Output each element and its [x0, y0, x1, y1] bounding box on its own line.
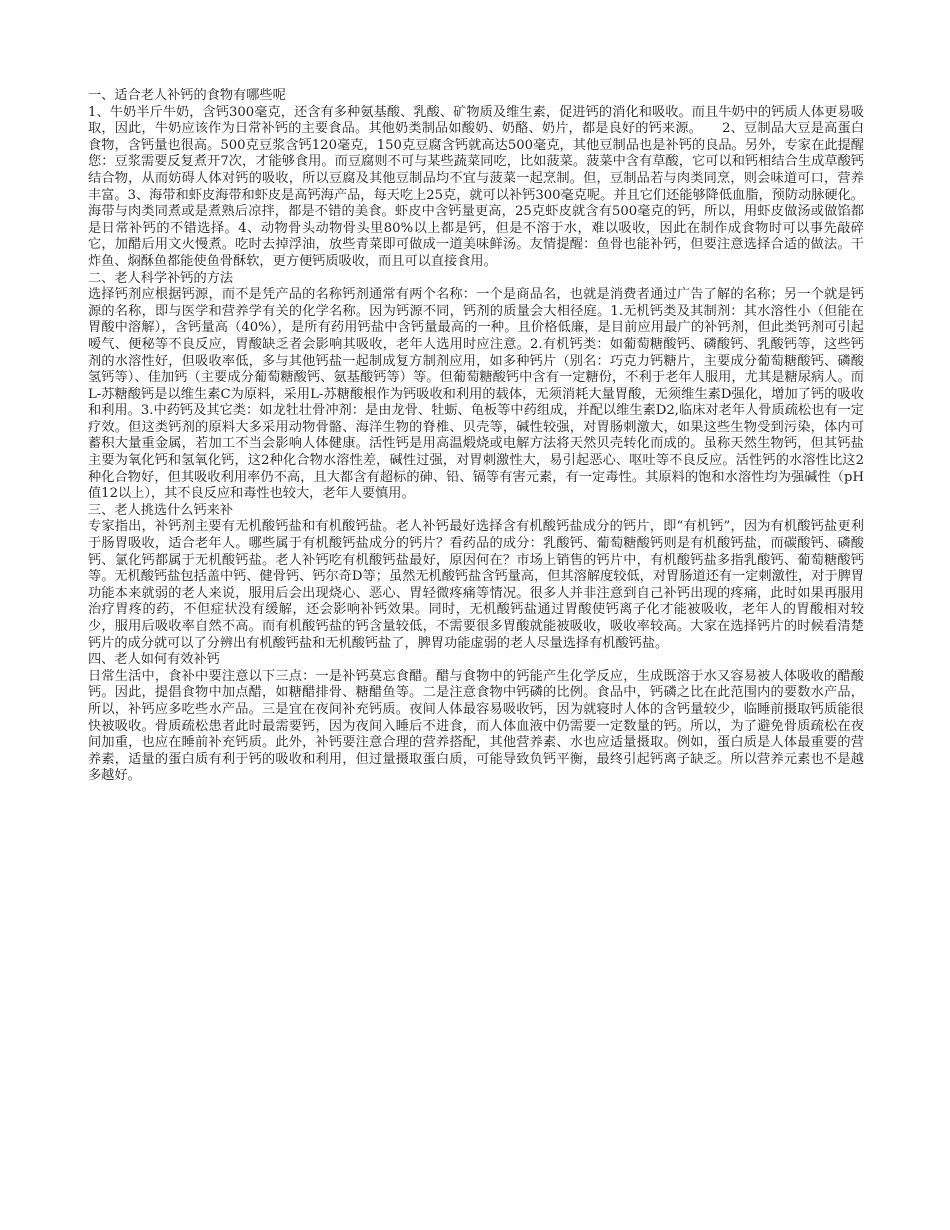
section-heading: 二、老人科学补钙的方法 — [88, 270, 234, 286]
section-calcium-choice — [88, 503, 864, 652]
section-paragraph: 日常生活中，食补中要注意以下三点：一是补钙莫忘食醋。醋与食物中的钙能产生化学反应，生成既溶于水又容易被人体吸收的醋酸钙。因此，提倡食物中加点醋，如糖醋排骨、糖醋鱼等。二是注意食物中钙磷的比例。食品中，钙磷之比在此范围内的要数水产品，所以，补钙应多吃些水产品。三是宜在夜间补充钙质。夜间人体最容易吸收钙，因为就寝时人体的含钙量较少，临睡前摄取钙质能很快被吸收。骨质疏松患者此时最需要钙，因为夜间入睡后不进食，而人体血液中仍需要一定数量的钙。所以，为了避免骨质疏松在夜间加重，也应在睡前补充钙质。此外，补钙要注意合理的营养搭配，其他营养素、水也应适量摄取。例如，蛋白质是人体最重要的营养素，适量的蛋白质有利于钙的吸收和利用，但过量摄取蛋白质，可能导致负钙平衡，最终引起钙离子缺乏。所以营养元素也不是越多越好。 — [88, 668, 864, 784]
section-effective-supplement — [88, 652, 864, 785]
section-paragraph: 1、牛奶半斤牛奶，含钙300毫克，还含有多种氨基酸、乳酸、矿物质及维生素，促进钙的消化和吸收。而且牛奶中的钙质人体更易吸取，因此，牛奶应该作为日常补钙的主要食品。其他奶类制品如酸奶、奶酪、奶片，都是良好的钙来源。 2、豆制品大豆是高蛋白食物，含钙量也很高。500克豆浆含钙120毫克，150克豆腐含钙就高达500毫克，其他豆制品也是补钙的良品。另外，专家在此提醒您：豆浆需要反复煮开7次，才能够食用。而豆腐则不可与某些蔬菜同吃，比如菠菜。菠菜中含有草酸，它可以和钙相结合生成草酸钙结合物，从而妨碍人体对钙的吸收，所以豆腐及其他豆制品均不宜与菠菜一起烹制。但，豆制品若与肉类同烹，则会味道可口，营养丰富。3、海带和虾皮海带和虾皮是高钙海产品，每天吃上25克，就可以补钙300毫克呢。并且它们还能够降低血脂，预防动脉硬化。海带与肉类同煮或是煮熟后凉拌，都是不错的美食。虾皮中含钙量更高，25克虾皮就含有500毫克的钙，所以，用虾皮做汤或做馅都是日常补钙的不错选择。4、动物骨头动物骨头里80%以上都是钙，但是不溶于水，难以吸收，因此在制作成食物时可以事先敲碎它，加醋后用文火慢煮。吃时去掉浮油，放些青菜即可做成一道美味鲜汤。友情提醒：鱼骨也能补钙，但要注意选择合适的做法。干炸鱼、焖酥鱼都能使鱼骨酥软，更方便钙质吸收，而且可以直接食用。 — [88, 104, 864, 269]
section-paragraph: 选择钙剂应根据钙源，而不是凭产品的名称钙剂通常有两个名称：一个是商品名，也就是消费者通过广告了解的名称；另一个就是钙源的名称，即与医学和营养学有关的化学名称。因为钙源不同，钙剂的质量会大相径庭。1.无机钙类及其制剂：其水溶性小（但能在胃酸中溶解），含钙量高（40%），是所有药用钙盐中含钙量最高的一种。且价格低廉，是目前应用最广的补钙剂，但此类钙剂可引起嗳气、便秘等不良反应，胃酸缺乏者会影响其吸收，老年人选用时应注意。2.有机钙类：如葡萄糖酸钙、磷酸钙、乳酸钙等，这些钙剂的水溶性好，但吸收率低，多与其他钙盐一起制成复方制剂应用，如多种钙片（别名：巧克力钙糖片，主要成分葡萄糖酸钙、磷酸氢钙等）、佳加钙（主要成分葡萄糖酸钙、氨基酸钙等）等。但葡萄糖酸钙中含有一定糖份，不利于老年人服用，尤其是糖尿病人。而L-苏糖酸钙是以维生素C为原料，采用L-苏糖酸根作为钙吸收和利用的载体，无须消耗大量胃酸，无须维生素D强化，增加了钙的吸收和利用。3.中药钙及其它类：如龙牡壮骨冲剂：是由龙骨、牡蛎、龟板等中药组成，并配以维生素D2,临床对老年人骨质疏松也有一定疗效。但这类钙剂的原料大多采用动物骨骼、海洋生物的脊椎、贝壳等，碱性较强，对胃肠刺激大，如果这些生物受到污染，体内可蓄积大量重金属，若加工不当会影响人体健康。活性钙是用高温煅烧或电解方法将天然贝壳转化而成的。虽称天然生物钙，但其钙盐主要为氧化钙和氢氧化钙，这2种化合物水溶性差，碱性过强，对胃刺激性大，易引起恶心、呕吐等不良反应。活性钙的水溶性比这2种化合物好，但其吸收利用率仍不高，且大都含有超标的砷、铅、镉等有害元素，有一定毒性。其原料的饱和水溶性均为强碱性（pH值12以上），其不良反应和毒性也较大，老年人要慎用。 — [88, 287, 864, 502]
section-heading: 三、老人挑选什么钙来补 — [88, 502, 234, 518]
section-supplement-methods — [88, 271, 864, 503]
section-heading: 四、老人如何有效补钙 — [88, 652, 220, 668]
section-food-sources — [88, 88, 864, 271]
document-page — [88, 88, 864, 785]
section-heading: 一、适合老人补钙的食物有哪些呢 — [88, 88, 286, 103]
section-paragraph: 专家指出，补钙剂主要有无机酸钙盐和有机酸钙盐。老人补钙最好选择含有机酸钙盐成分的钙片，即“有机钙”，因为有机酸钙盐更利于肠胃吸收，适合老年人。哪些属于有机酸钙盐成分的钙片？看药品的成分：乳酸钙、葡萄糖酸钙则是有机酸钙盐，而碳酸钙、磷酸钙、氯化钙都属于无机酸钙盐。老人补钙吃有机酸钙盐最好，原因何在？市场上销售的钙片中，有机酸钙盐多指乳酸钙、葡萄糖酸钙等。无机酸钙盐包括盖中钙、健骨钙、钙尔奇D等；虽然无机酸钙盐含钙量高，但其溶解度较低，对胃肠道还有一定刺激性，对于脾胃功能本来就弱的老人来说，服用后会出现烧心、恶心、胃轻微疼痛等情况。很多人并非注意到自己补钙出现的疼痛，此时如果再服用治疗胃疼的药，不但症状没有缓解，还会影响补钙效果。同时，无机酸钙盐通过胃酸使钙离子化才能被吸收，老年人的胃酸相对较少，服用后吸收率自然不高。而有机酸钙盐的钙含量较低，不需要很多胃酸就能被吸收，吸收率较高。大家在选择钙片的时候看清楚钙片的成分就可以了分辨出有机酸钙盐和无机酸钙盐了，脾胃功能虚弱的老人尽量选择有机酸钙盐。 — [88, 519, 864, 651]
